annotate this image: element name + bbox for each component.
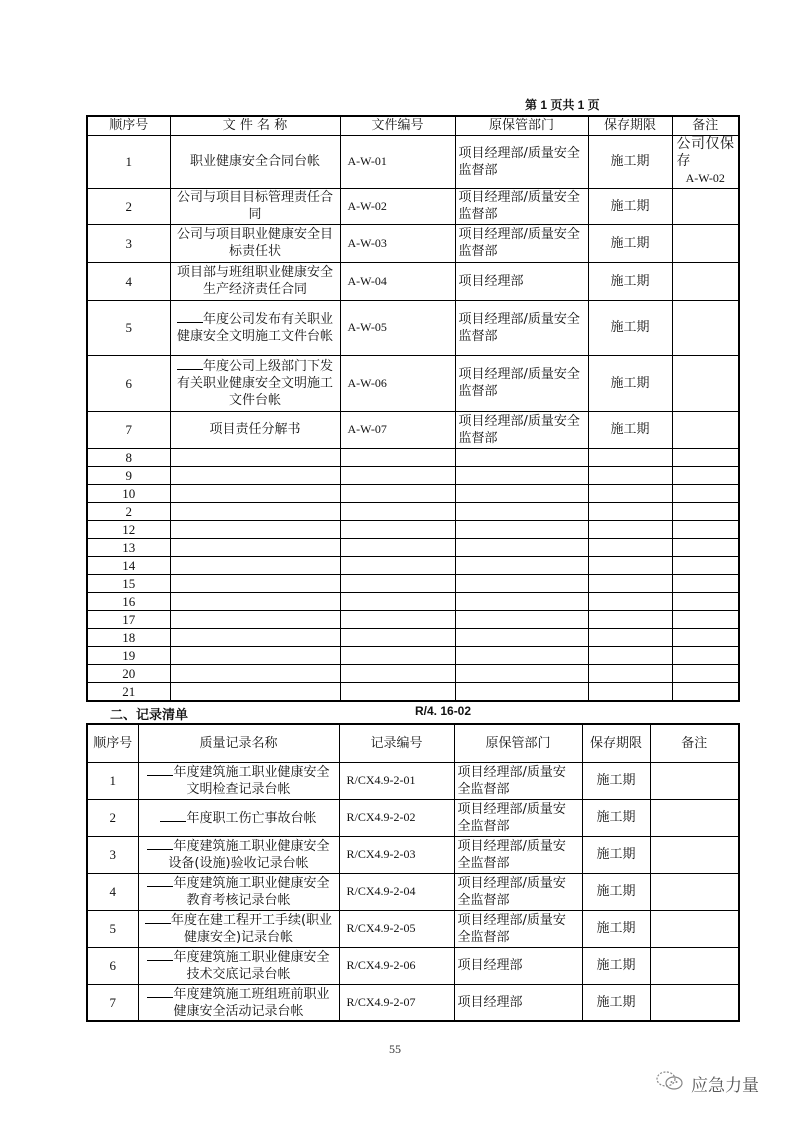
table-row [87, 300, 739, 355]
row-no: 1 [87, 135, 170, 188]
empty-row [87, 628, 739, 646]
row-no: 20 [87, 664, 170, 682]
watermark-text: 应急力量 [691, 1076, 759, 1096]
row-dept: 项目经理部/质量安全监督部 [454, 836, 582, 873]
row-dept: 项目经理部/质量安全监督部 [455, 135, 588, 188]
row-name-text: 年度公司发布有关职业健康安全文明施工文件台帐 [176, 312, 333, 344]
empty-row [87, 448, 739, 466]
table-header-row [87, 116, 739, 135]
row-no: 4 [87, 262, 170, 300]
row-remark [650, 762, 739, 799]
table-row [87, 355, 739, 411]
row-no: 12 [87, 520, 170, 538]
row-code: A-W-05 [340, 300, 455, 355]
row-no: 18 [87, 628, 170, 646]
blank-year-line [147, 874, 173, 887]
col-header-period: 保存期限 [588, 116, 672, 135]
remark-code: A-W-02 [685, 171, 725, 185]
empty-row [87, 556, 739, 574]
empty-row [87, 664, 739, 682]
row-no: 15 [87, 574, 170, 592]
row-name: 职业健康安全合同台帐 [170, 135, 340, 188]
row-period: 施工期 [588, 262, 672, 300]
row-period: 施工期 [582, 762, 650, 799]
col-header-name: 文 件 名 称 [170, 116, 340, 135]
blank-year-line [147, 837, 173, 850]
page-number: 55 [389, 1042, 401, 1056]
row-no: 5 [87, 300, 170, 355]
blank-year-line [147, 948, 173, 961]
row-dept: 项目经理部/质量安全监督部 [455, 224, 588, 262]
empty-row [87, 574, 739, 592]
row-dept: 项目经理部/质量安全监督部 [455, 188, 588, 224]
row-dept: 项目经理部 [454, 947, 582, 984]
row-no: 21 [87, 682, 170, 701]
row-code: A-W-02 [340, 188, 455, 224]
row-name: 公司与项目职业健康安全目标责任状 [170, 224, 340, 262]
row-period: 施工期 [588, 300, 672, 355]
table-row [87, 836, 739, 873]
row-no: 5 [87, 910, 138, 947]
blank-year-line [160, 809, 186, 822]
col-header-name: 质量记录名称 [138, 724, 339, 762]
row-no: 3 [87, 836, 138, 873]
empty-row [87, 502, 739, 520]
row-remark [672, 188, 739, 224]
record-list-table [86, 723, 740, 1022]
blank-year-line [177, 310, 203, 323]
row-remark [672, 224, 739, 262]
empty-row [87, 520, 739, 538]
col-header-code: 文件编号 [340, 116, 455, 135]
row-remark [650, 910, 739, 947]
col-header-dept: 原保管部门 [454, 724, 582, 762]
row-name-text: 年度建筑施工职业健康安全教育考核记录台帐 [173, 876, 330, 908]
remark-text: 公司仅保存 [676, 136, 734, 169]
row-name: 项目部与班组职业健康安全生产经济责任合同 [170, 262, 340, 300]
row-code: R/CX4.9-2-05 [339, 910, 454, 947]
table-row [87, 411, 739, 448]
row-no: 9 [87, 466, 170, 484]
row-remark [650, 984, 739, 1021]
table-row [87, 762, 739, 799]
table-row [87, 135, 739, 188]
row-dept: 项目经理部/质量安全监督部 [455, 411, 588, 448]
row-name [138, 799, 339, 836]
table-row [87, 224, 739, 262]
row-period: 施工期 [588, 224, 672, 262]
wechat-icon [655, 1070, 685, 1097]
row-period: 施工期 [582, 947, 650, 984]
row-dept: 项目经理部/质量安全监督部 [454, 873, 582, 910]
row-period: 施工期 [582, 873, 650, 910]
row-no: 7 [87, 411, 170, 448]
table-row [87, 799, 739, 836]
row-remark [650, 873, 739, 910]
row-name-text: 年度建筑施工职业健康安全设备(设施)验收记录台帐 [168, 839, 330, 871]
row-name [170, 355, 340, 411]
row-remark [672, 411, 739, 448]
row-no: 7 [87, 984, 138, 1021]
empty-row [87, 538, 739, 556]
col-header-dept: 原保管部门 [455, 116, 588, 135]
row-remark [650, 836, 739, 873]
row-name-text: 年度建筑施工职业健康安全文明检查记录台帐 [173, 765, 330, 797]
row-code: A-W-04 [340, 262, 455, 300]
row-dept: 项目经理部/质量安全监督部 [454, 799, 582, 836]
row-name [138, 947, 339, 984]
row-name: 项目责任分解书 [170, 411, 340, 448]
row-name-text: 年度建筑施工职业健康安全技术交底记录台帐 [173, 950, 330, 982]
row-code: A-W-07 [340, 411, 455, 448]
empty-row [87, 592, 739, 610]
row-code: A-W-03 [340, 224, 455, 262]
row-code: A-W-06 [340, 355, 455, 411]
row-no: 8 [87, 448, 170, 466]
row-code: R/CX4.9-2-03 [339, 836, 454, 873]
row-no: 2 [87, 188, 170, 224]
col-header-remark: 备注 [672, 116, 739, 135]
empty-row [87, 466, 739, 484]
row-dept: 项目经理部 [455, 262, 588, 300]
section-title: 二、记录清单 [110, 708, 189, 723]
row-name-text: 年度职工伤亡事故台帐 [186, 810, 317, 826]
col-header-no: 顺序号 [87, 116, 170, 135]
row-name [138, 873, 339, 910]
row-code: A-W-01 [340, 135, 455, 188]
empty-row [87, 646, 739, 664]
table-row [87, 262, 739, 300]
table-row [87, 188, 739, 224]
empty-row [87, 610, 739, 628]
row-no: 13 [87, 538, 170, 556]
row-no: 2 [87, 502, 170, 520]
row-no: 6 [87, 947, 138, 984]
row-name-text: 年度公司上级部门下发有关职业健康安全文明施工文件台帐 [176, 359, 333, 408]
file-list-table [86, 115, 740, 702]
row-remark [672, 135, 739, 188]
col-header-period: 保存期限 [582, 724, 650, 762]
row-dept: 项目经理部 [454, 984, 582, 1021]
row-dept: 项目经理部/质量安全监督部 [454, 762, 582, 799]
row-name [138, 984, 339, 1021]
blank-year-line [147, 763, 173, 776]
row-period: 施工期 [582, 799, 650, 836]
row-no: 2 [87, 799, 138, 836]
row-code: R/CX4.9-2-02 [339, 799, 454, 836]
col-header-remark: 备注 [650, 724, 739, 762]
watermark [655, 1070, 759, 1097]
row-remark [672, 262, 739, 300]
blank-year-line [177, 357, 203, 370]
blank-year-line [145, 911, 171, 924]
table-header-row [87, 724, 739, 762]
row-code: R/CX4.9-2-07 [339, 984, 454, 1021]
row-period: 施工期 [582, 984, 650, 1021]
row-no: 6 [87, 355, 170, 411]
row-remark [672, 300, 739, 355]
row-name [138, 910, 339, 947]
row-name: 公司与项目目标管理责任合同 [170, 188, 340, 224]
row-period: 施工期 [588, 411, 672, 448]
row-period: 施工期 [582, 910, 650, 947]
page-header: 第 1 页共 1 页 [525, 98, 600, 112]
row-remark [650, 947, 739, 984]
row-remark [672, 355, 739, 411]
row-period: 施工期 [588, 135, 672, 188]
empty-row [87, 682, 739, 701]
row-name-text: 年度建筑施工班组班前职业健康安全活动记录台帐 [173, 986, 330, 1019]
row-no: 4 [87, 873, 138, 910]
row-no: 1 [87, 762, 138, 799]
row-period: 施工期 [588, 188, 672, 224]
row-no: 16 [87, 592, 170, 610]
row-no: 17 [87, 610, 170, 628]
row-no: 3 [87, 224, 170, 262]
row-dept: 项目经理部/质量安全监督部 [455, 300, 588, 355]
table-row [87, 947, 739, 984]
empty-row [87, 484, 739, 502]
row-code: R/CX4.9-2-04 [339, 873, 454, 910]
row-code: R/CX4.9-2-06 [339, 947, 454, 984]
row-no: 10 [87, 484, 170, 502]
section-code: R/4. 16-02 [415, 704, 472, 718]
row-code: R/CX4.9-2-01 [339, 762, 454, 799]
blank-year-line [147, 985, 173, 998]
row-name [170, 300, 340, 355]
row-remark [650, 799, 739, 836]
col-header-no: 顺序号 [87, 724, 138, 762]
table-row [87, 984, 739, 1021]
row-dept: 项目经理部/质量安全监督部 [455, 355, 588, 411]
table-row [87, 910, 739, 947]
row-no: 19 [87, 646, 170, 664]
row-no: 14 [87, 556, 170, 574]
row-dept: 项目经理部/质量安全监督部 [454, 910, 582, 947]
row-period: 施工期 [588, 355, 672, 411]
col-header-code: 记录编号 [339, 724, 454, 762]
row-name [138, 836, 339, 873]
row-period: 施工期 [582, 836, 650, 873]
row-name-text: 年度在建工程开工手续(职业健康安全)记录台帐 [170, 913, 333, 945]
table-row [87, 873, 739, 910]
row-name [138, 762, 339, 799]
